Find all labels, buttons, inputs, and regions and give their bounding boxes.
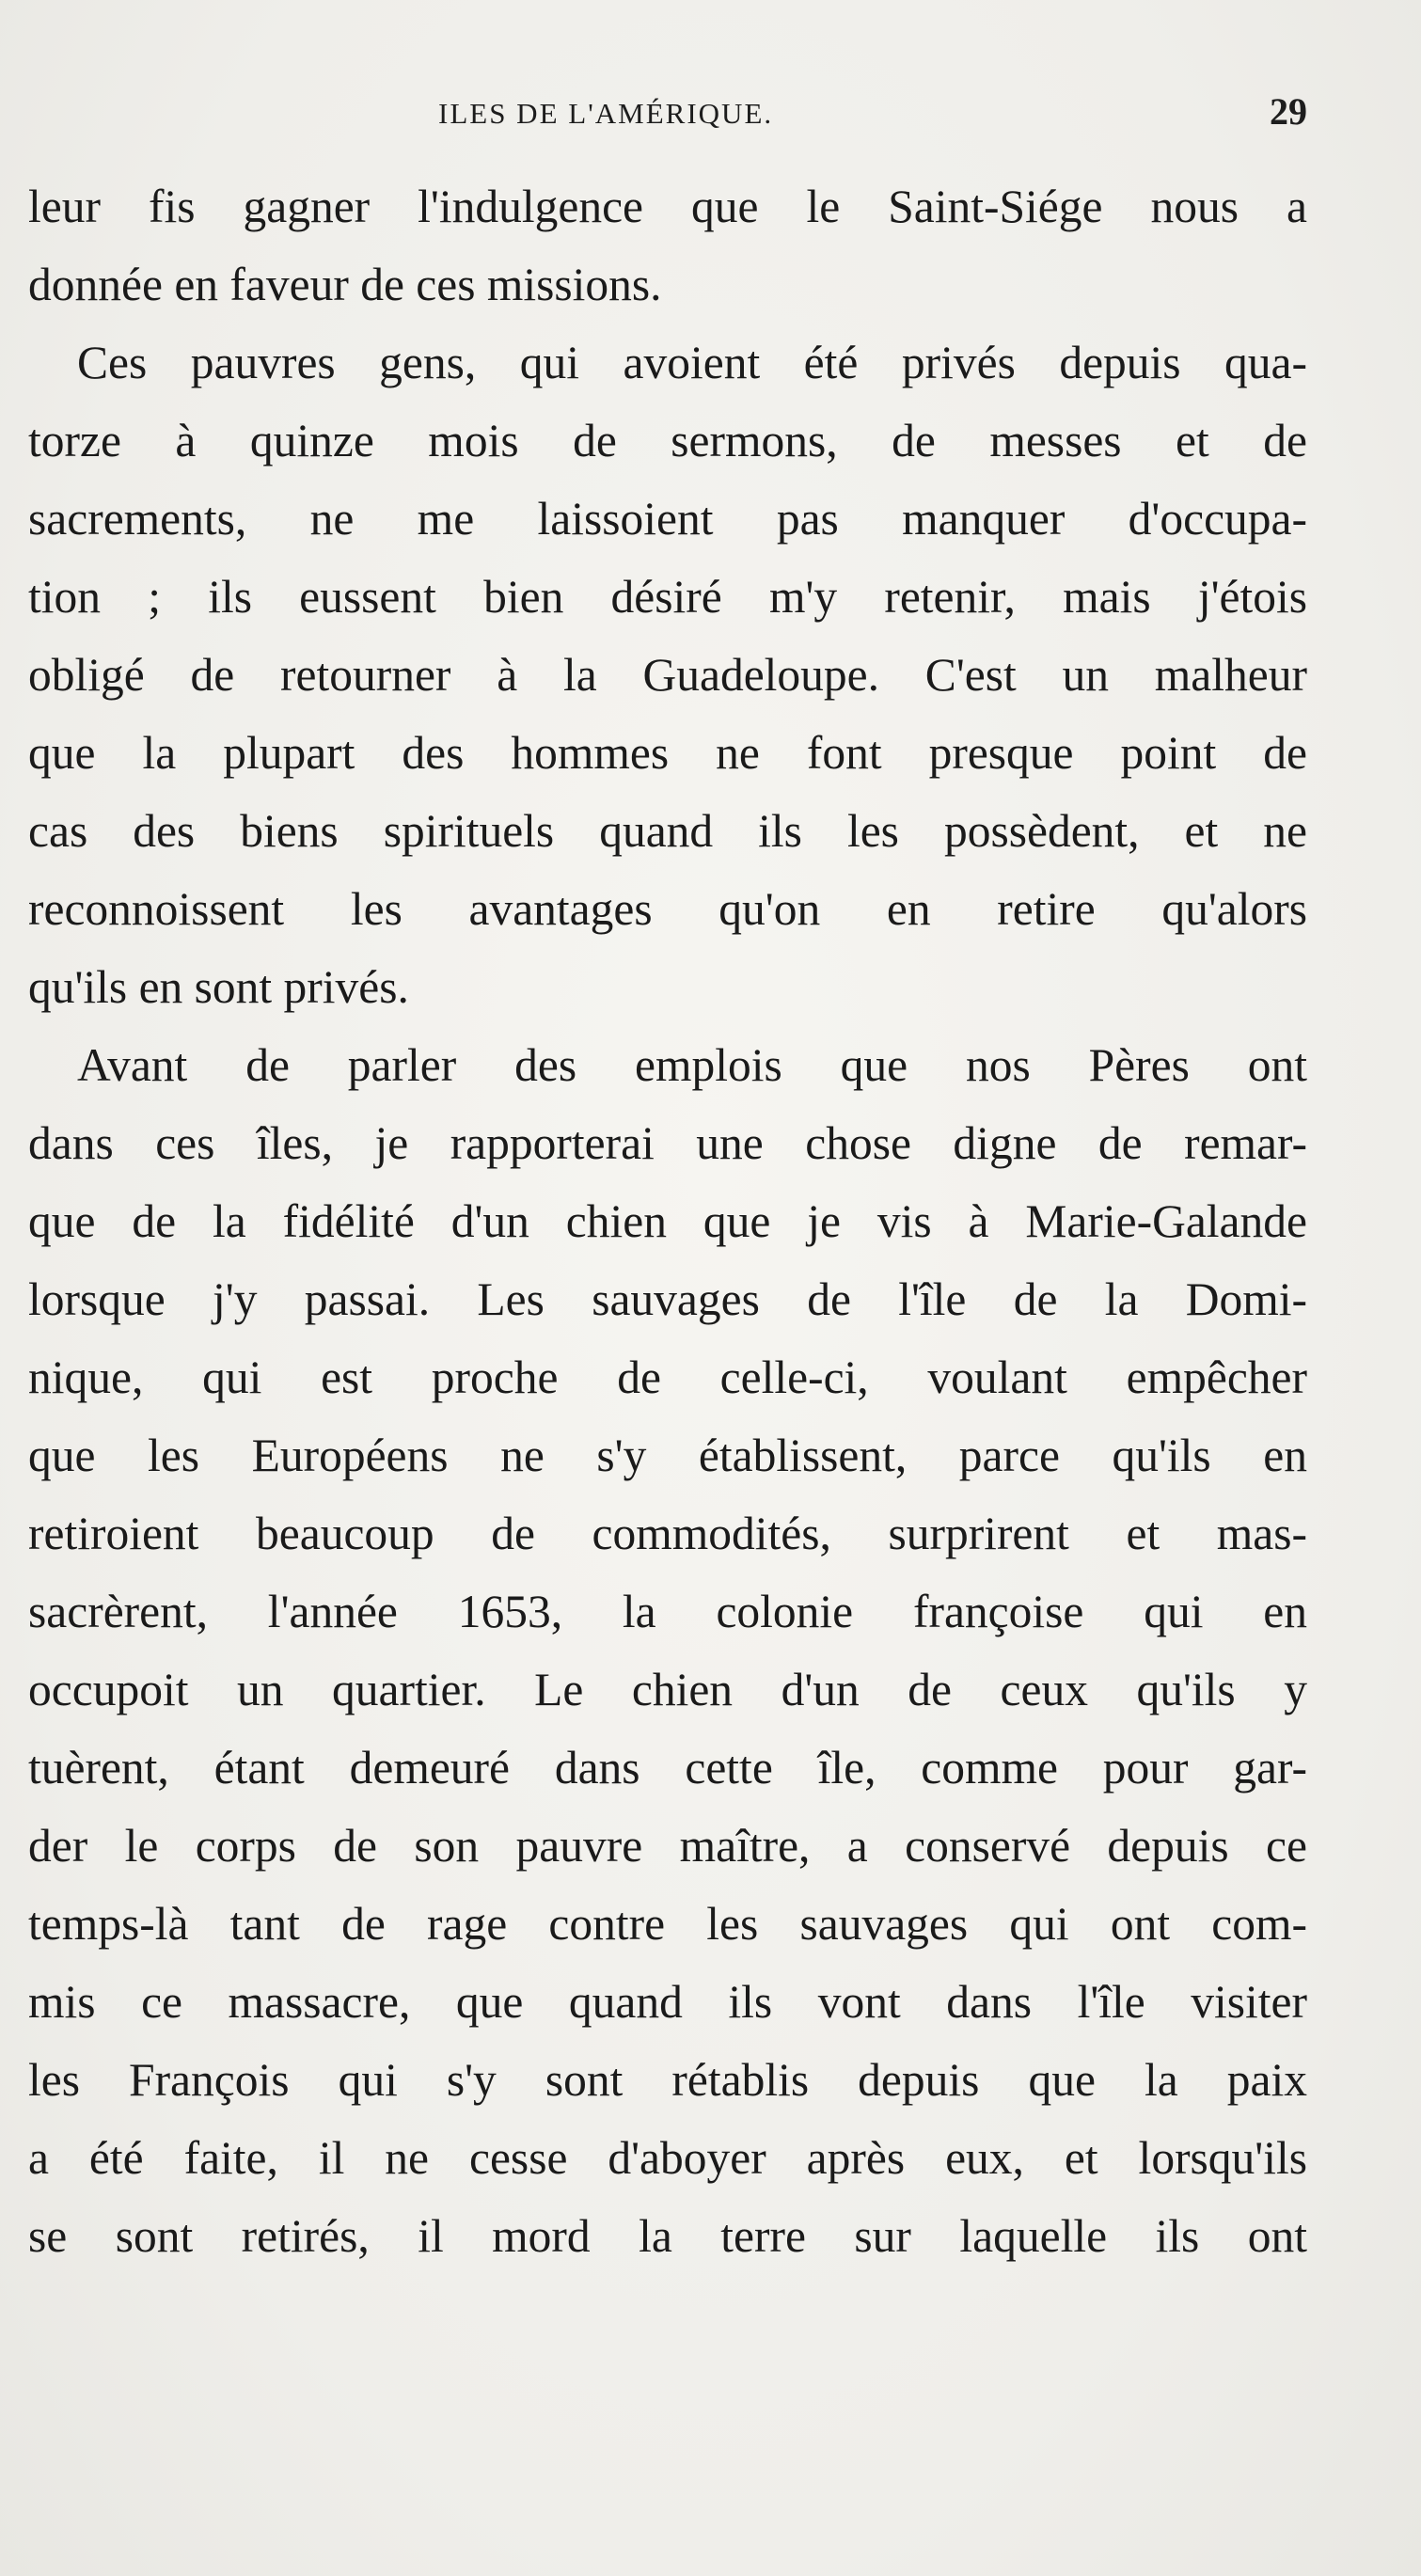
text-line: lorsque j'y passai. Les sauvages de l'île de la Domi-: [28, 1273, 1307, 1325]
text-line: a été faite, il ne cesse d'aboyer après eux, et lorsqu'ils: [28, 2132, 1307, 2184]
text-line: que de la fidélité d'un chien que je vis à Marie-Galande: [28, 1195, 1307, 1247]
text-line: reconnoissent les avantages qu'on en retire qu'alors: [28, 883, 1307, 935]
text-line: tion ; ils eussent bien désiré m'y retenir, mais j'étois: [28, 571, 1307, 623]
text-line: que les Européens ne s'y établissent, parce qu'ils en: [28, 1430, 1307, 1481]
text-line: temps-là tant de rage contre les sauvages qui ont com-: [28, 1898, 1307, 1950]
text-line: donnée en faveur de ces missions.: [28, 259, 662, 310]
text-line: nique, qui est proche de celle-ci, voulant empêcher: [28, 1351, 1307, 1403]
text-line: tuèrent, étant demeuré dans cette île, comme pour gar-: [28, 1742, 1307, 1794]
text-line: der le corps de son pauvre maître, a conservé depuis ce: [28, 1820, 1307, 1872]
text-line: qu'ils en sont privés.: [28, 961, 409, 1013]
text-line: les François qui s'y sont rétablis depuis que la paix: [28, 2054, 1307, 2106]
text-line: torze à quinze mois de sermons, de messes et de: [28, 415, 1307, 466]
text-line: cas des biens spirituels quand ils les possèdent, et ne: [28, 805, 1307, 857]
page-number: 29: [1270, 90, 1307, 133]
text-line: retiroient beaucoup de commodités, surprirent et mas-: [28, 1508, 1307, 1559]
text-line: obligé de retourner à la Guadeloupe. C'est un malheur: [28, 649, 1307, 701]
page-header: [28, 89, 1307, 146]
text-line: occupoit un quartier. Le chien d'un de ceux qu'ils y: [28, 1664, 1307, 1715]
text-line: que la plupart des hommes ne font presque point de: [28, 727, 1307, 779]
text-line: Avant de parler des emplois que nos Pères ont: [77, 1039, 1307, 1091]
running-title: ILES DE L'AMÉRIQUE.: [438, 97, 774, 130]
text-line: Ces pauvres gens, qui avoient été privés depuis qua-: [77, 337, 1307, 388]
text-line: mis ce massacre, que quand ils vont dans l'île visiter: [28, 1976, 1307, 2028]
text-line: dans ces îles, je rapporterai une chose digne de remar-: [28, 1117, 1307, 1169]
text-line: leur fis gagner l'indulgence que le Saint-Siége nous a: [28, 181, 1307, 232]
text-line: se sont retirés, il mord la terre sur laquelle ils ont: [28, 2210, 1307, 2262]
text-line: sacrèrent, l'année 1653, la colonie françoise qui en: [28, 1586, 1307, 1637]
body-text: [28, 167, 1307, 2275]
text-line: sacrements, ne me laissoient pas manquer d'occupa-: [28, 493, 1307, 545]
